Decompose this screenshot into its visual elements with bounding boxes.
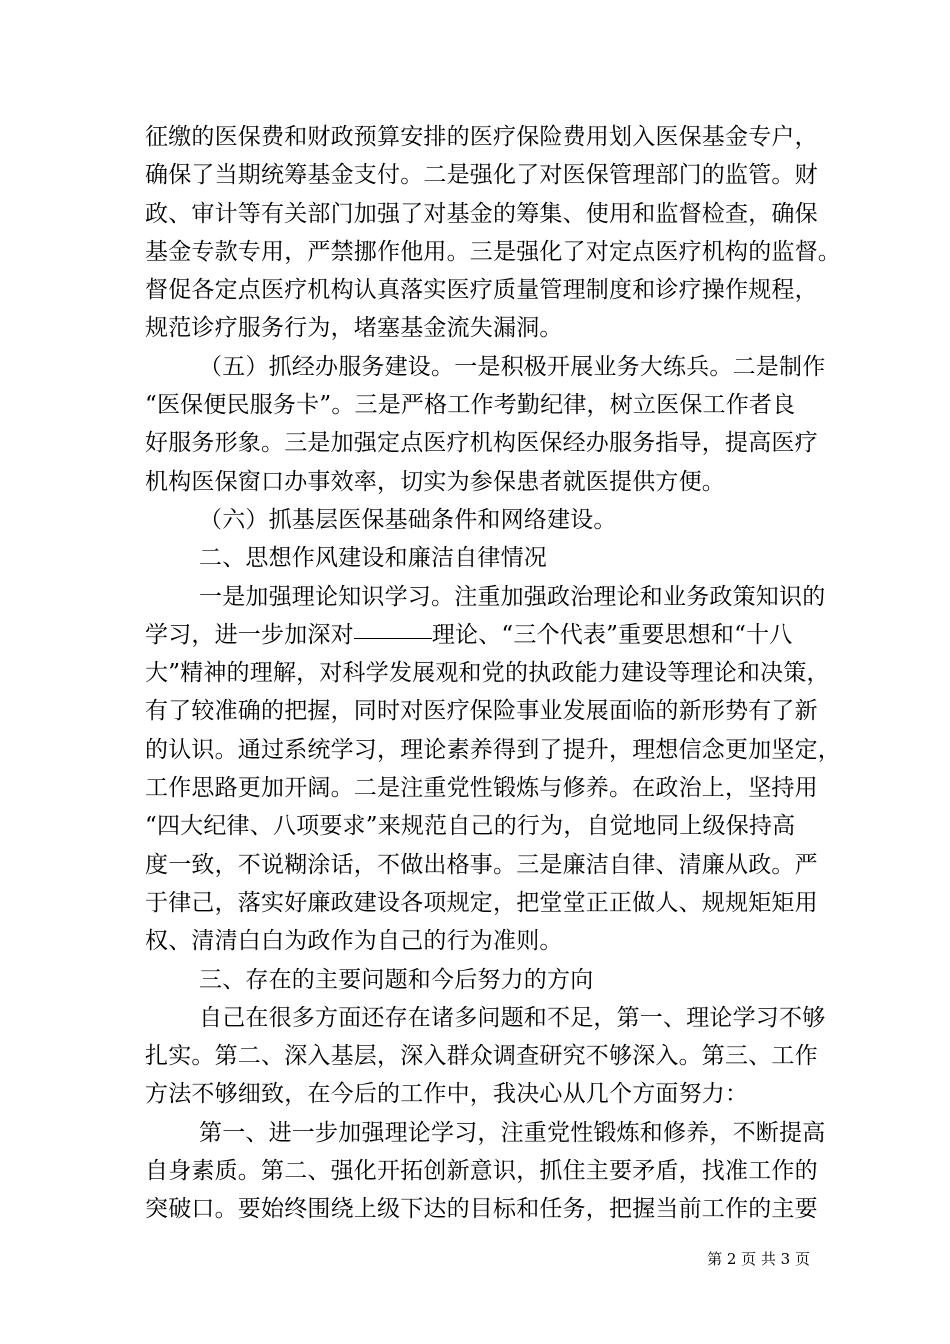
text-line: 的认识。通过系统学习，理论素养得到了提升，理想信念更加坚定， xyxy=(145,736,841,763)
text-line: 有了较准确的把握，同时对医疗保险事业发展面临的新形势有了新 xyxy=(145,698,818,725)
paragraph-start: 一是加强理论知识学习。注重加强政治理论和业务政策知识的 xyxy=(199,583,826,610)
text-line: 度一致，不说糊涂话，不做出格事。三是廉洁自律、清廉从政。严 xyxy=(145,851,818,878)
text-line: “四大纪律、八项要求”来规范自己的行为，自觉地同上级保持高 xyxy=(145,813,796,840)
text-line: 政、审计等有关部门加强了对基金的筹集、使用和监督检查，确保 xyxy=(145,200,818,227)
text-segment: 理论、“三个代表”重要思想和“十八 xyxy=(431,621,793,648)
text-line: 扎实。第二、深入基层，深入群众调查研究不够深入。第三、工作 xyxy=(145,1043,818,1070)
text-line: 好服务形象。三是加强定点医疗机构医保经办服务指导，提高医疗 xyxy=(145,430,818,457)
text-line: 方法不够细致，在今后的工作中，我决心从几个方面努力： xyxy=(145,1081,749,1108)
paragraph-start: 自己在很多方面还存在诸多问题和不足，第一、理论学习不够 xyxy=(199,1004,826,1031)
text-line: 规范诊疗服务行为，堵塞基金流失漏洞。 xyxy=(145,315,563,342)
text-line-with-blank xyxy=(145,616,825,654)
text-line: 督促各定点医疗机构认真落实医疗质量管理制度和诊疗操作规程， xyxy=(145,277,818,304)
chapter-heading-2: 二、思想作风建设和廉洁自律情况 xyxy=(199,545,547,572)
text-line: 大”精神的理解，对科学发展观和党的执政能力建设等理论和决策， xyxy=(145,660,830,687)
text-segment: 学习，进一步加深对 xyxy=(145,621,354,648)
text-line: “医保便民服务卡”。三是严格工作考勤纪律，树立医保工作者良 xyxy=(145,392,796,419)
text-line: 确保了当期统筹基金支付。二是强化了对医保管理部门的监管。财 xyxy=(145,162,818,189)
document-body xyxy=(145,118,841,1229)
text-line: 权、清清白白为政作为自己的行为准则。 xyxy=(145,928,563,955)
section-heading-5: （五）抓经办服务建设。一是积极开展业务大练兵。二是制作 xyxy=(199,353,826,380)
page-number-footer: 第 2 页 共 3 页 xyxy=(707,1250,810,1268)
text-line: 自身素质。第二、强化开拓创新意识，抓住主要矛盾，找准工作的 xyxy=(145,1158,818,1185)
text-line: 工作思路更加开阔。二是注重党性锻炼与修养。在政治上，坚持用 xyxy=(145,775,818,802)
text-line: 基金专款专用，严禁挪作他用。三是强化了对定点医疗机构的监督。 xyxy=(145,238,841,265)
paragraph-start: 第一、进一步加强理论学习，注重党性锻炼和修养，不断提高 xyxy=(199,1119,826,1146)
fill-in-blank xyxy=(354,637,432,639)
text-line: 于律己，落实好廉政建设各项规定，把堂堂正正做人、规规矩矩用 xyxy=(145,889,818,916)
text-line: 机构医保窗口办事效率，切实为参保患者就医提供方便。 xyxy=(145,468,725,495)
text-line: 突破口。要始终围绕上级下达的目标和任务，把握当前工作的主要 xyxy=(145,1196,818,1223)
chapter-heading-3: 三、存在的主要问题和今后努力的方向 xyxy=(199,966,594,993)
text-line: 征缴的医保费和财政预算安排的医疗保险费用划入医保基金专户， xyxy=(145,124,818,150)
section-heading-6: （六）抓基层医保基础条件和网络建设。 xyxy=(199,506,617,533)
